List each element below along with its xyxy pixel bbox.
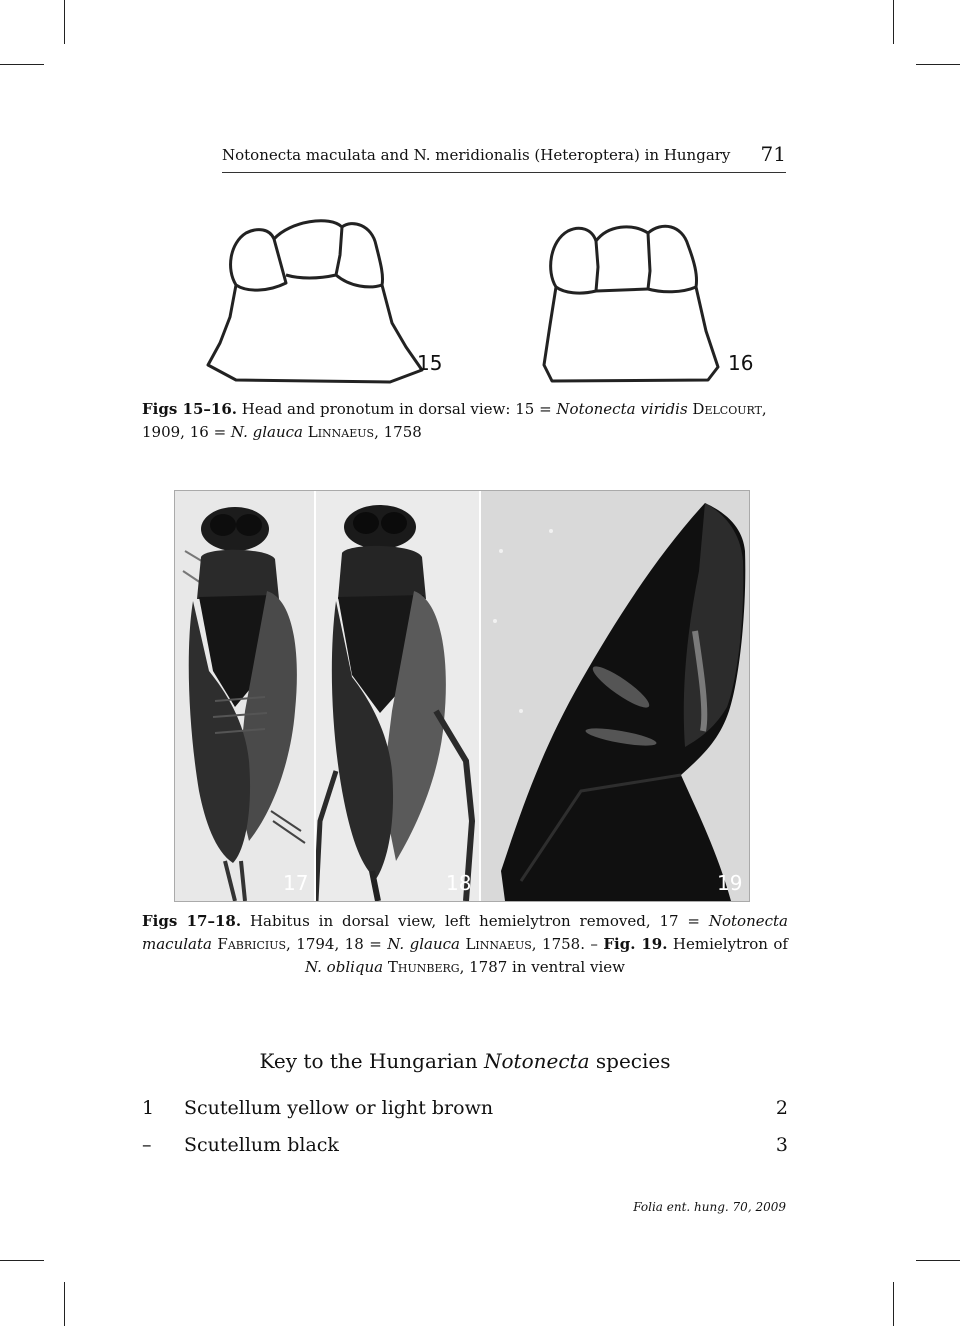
photo-fig-18 [316, 491, 479, 901]
fig16-right-eye [648, 226, 697, 292]
author-name: Delcourt [687, 400, 762, 418]
couplet-text: Scutellum yellow or light brown [184, 1097, 494, 1119]
couplet-number: 1 [142, 1097, 155, 1119]
couplet-reference: 2 [775, 1097, 788, 1119]
key-couplet-row [142, 1134, 788, 1162]
fig15-pronotum-outline [208, 285, 422, 382]
caption-figs-17-19: Figs 17–18. Habitus in dorsal view, left hemielytron removed, 17 = Notonecta maculata Fabricius, 1794, 18 = N. glauca Linnaeus, 1758. – Fig. 19. Hemielytron of N. obliqua Thunberg, 1787 in ventral view [142, 912, 788, 976]
fig16-left-eye [551, 228, 598, 293]
author-name: Linnaeus [460, 935, 532, 953]
species-name: N. obliqua [304, 958, 384, 976]
author-name: Fabricius [211, 935, 287, 953]
crop-mark [893, 1282, 894, 1326]
crop-mark [916, 1260, 960, 1261]
fig16-pronotum-outline [544, 287, 718, 381]
species-name: Notonecta viridis [556, 400, 688, 418]
fig18-label: 18 [446, 871, 472, 895]
fig17-label: 17 [283, 871, 309, 895]
crop-mark [916, 64, 960, 65]
couplet-text: Scutellum black [184, 1134, 339, 1156]
fig16-pronotum-top [596, 289, 648, 291]
key-title: Key to the Hungarian Notonecta species [259, 1049, 671, 1073]
key-couplet-row [142, 1097, 788, 1125]
species-name: N. glauca [387, 935, 460, 953]
species-name: Notonecta maculata [142, 912, 788, 953]
author-name: Linnaeus [302, 423, 375, 441]
running-title: Notonecta maculata and N. meridionalis (Heteroptera) in Hungary [222, 146, 731, 164]
crop-mark [0, 1260, 44, 1261]
couplet-number: – [142, 1134, 152, 1156]
author-name: Thunberg [383, 958, 460, 976]
photo-plate [174, 490, 750, 902]
crop-mark [893, 0, 894, 44]
fig15-label: 15 [417, 351, 443, 375]
fig15-vertex [274, 221, 342, 278]
fig15-left-eye [231, 230, 286, 290]
photo-fig-17 [175, 491, 314, 901]
caption-fig-ref: Figs 15–16. [142, 400, 237, 418]
couplet-reference: 3 [775, 1134, 788, 1156]
fig19-label: 19 [717, 871, 743, 895]
caption-fig-ref: Fig. 19. [603, 935, 668, 953]
crop-mark [0, 64, 44, 65]
caption-fig-ref: Figs 17–18. [142, 912, 242, 930]
photo-fig-19 [481, 491, 749, 901]
crop-mark [64, 1282, 65, 1326]
crop-mark [64, 0, 65, 44]
caption-figs-15-16: Figs 15–16. Head and pronotum in dorsal view: 15 = Notonecta viridis Delcourt, 1909, 16 = N. glauca Linnaeus, 1758 [142, 400, 767, 441]
head-pronotum-drawings [200, 205, 760, 395]
species-name: N. glauca [230, 423, 303, 441]
fig16-vertex [596, 227, 650, 289]
genus-name: Notonecta [484, 1049, 590, 1073]
page-number: 71 [760, 142, 786, 166]
running-head [222, 142, 786, 173]
journal-footer: Folia ent. hung. 70, 2009 [633, 1200, 786, 1214]
fig16-label: 16 [728, 351, 754, 375]
